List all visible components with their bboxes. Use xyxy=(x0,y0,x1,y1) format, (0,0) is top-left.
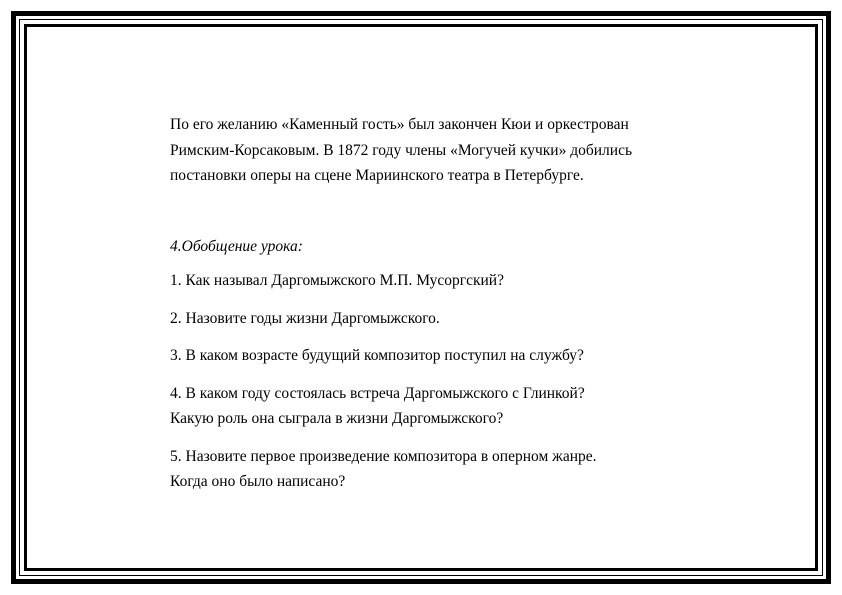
question-line: Какую роль она сыграла в жизни Даргомыжского? xyxy=(170,410,504,427)
intro-line: По его желанию «Каменный гость» был закончен Кюи и оркестрован xyxy=(170,116,629,133)
question-2 xyxy=(170,306,750,332)
intro-line: постановки оперы на сцене Мариинского театра в Петербурге. xyxy=(170,167,584,184)
document-body xyxy=(170,112,750,507)
question-1 xyxy=(170,268,750,294)
question-line: 4. В каком году состоялась встреча Даргомыжского с Глинкой? xyxy=(170,384,585,402)
question-line: 3. В каком возрасте будущий композитор поступил на службу? xyxy=(170,347,584,364)
intro-paragraph xyxy=(170,112,750,189)
section-heading: 4.Обобщение урока: xyxy=(170,237,303,255)
question-3 xyxy=(170,343,750,369)
question-5 xyxy=(170,444,750,495)
question-line: 2. Назовите годы жизни Даргомыжского. xyxy=(170,309,440,327)
question-line: 1. Как называл Даргомыжского М.П. Мусоргский? xyxy=(170,272,504,289)
question-line: 5. Назовите первое произведение композитора в оперном жанре. xyxy=(170,447,597,465)
question-line: Когда оно было написано? xyxy=(170,473,346,490)
question-4 xyxy=(170,381,750,432)
intro-line: Римским-Корсаковым. В 1872 году члены «Могучей кучки» добились xyxy=(170,141,633,159)
